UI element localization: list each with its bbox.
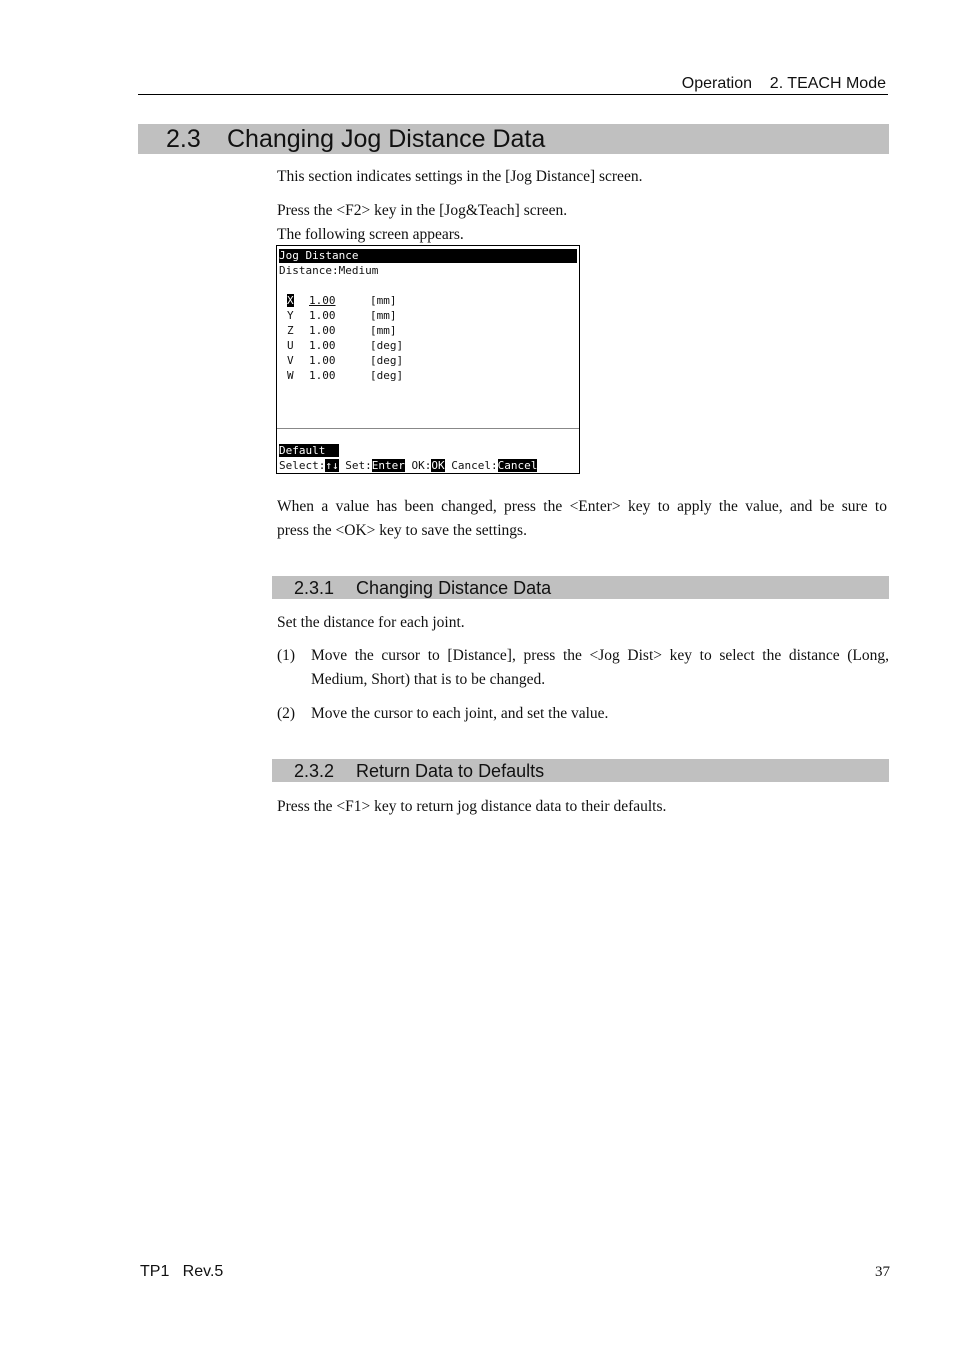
axis-w-value[interactable]: 1.00 bbox=[309, 369, 336, 382]
after-screen-line-1: When a value has been changed, press the <Enter> key to apply the value, and be sure to bbox=[277, 498, 887, 515]
axis-x-value[interactable]: 1.00 bbox=[309, 294, 336, 307]
axis-u-unit: [deg] bbox=[370, 339, 404, 352]
axis-z-label: Z bbox=[287, 324, 294, 337]
axis-v-value[interactable]: 1.00 bbox=[309, 354, 336, 367]
section-heading bbox=[138, 124, 889, 154]
key-guide bbox=[279, 459, 537, 473]
screen-title: Jog Distance bbox=[279, 249, 577, 263]
subsection-2-number: 2.3.2 bbox=[294, 761, 335, 781]
footer-doc-id: TP1 Rev.5 bbox=[140, 1263, 224, 1280]
ok-label: OK: bbox=[411, 459, 432, 472]
list-item-2-number: (2) bbox=[277, 705, 296, 722]
intro-paragraph: This section indicates settings in the [Jog Distance] screen. bbox=[277, 168, 643, 185]
subsection-1-intro: Set the distance for each joint. bbox=[277, 614, 465, 631]
axis-x-unit: [mm] bbox=[370, 294, 397, 307]
axis-u-value[interactable]: 1.00 bbox=[309, 339, 336, 352]
subsection-2-heading bbox=[272, 759, 889, 782]
axis-z-value[interactable]: 1.00 bbox=[309, 324, 336, 337]
subsection-2-text: Press the <F1> key to return jog distance data to their defaults. bbox=[277, 798, 667, 815]
jog-distance-screen bbox=[276, 245, 580, 474]
list-item-1-line-2: Medium, Short) that is to be changed. bbox=[311, 671, 546, 688]
select-label: Select: bbox=[279, 459, 326, 472]
select-key: ↑↓ bbox=[325, 459, 339, 472]
running-head bbox=[138, 74, 888, 95]
running-head-text: Operation 2. TEACH Mode bbox=[681, 75, 886, 92]
axis-w-unit: [deg] bbox=[370, 369, 404, 382]
axis-y-label: Y bbox=[287, 309, 294, 322]
axis-u-label: U bbox=[287, 339, 294, 352]
list-item-1-line-1: Move the cursor to [Distance], press the <Jog Dist> key to select the distance (Long, bbox=[311, 647, 889, 664]
axis-y-value[interactable]: 1.00 bbox=[309, 309, 336, 322]
distance-line: Distance:Medium bbox=[279, 264, 379, 277]
subsection-1-number: 2.3.1 bbox=[294, 578, 335, 598]
ok-key: OK bbox=[431, 459, 445, 472]
subsection-2-title: Return Data to Defaults bbox=[356, 761, 545, 781]
set-label: Set: bbox=[345, 459, 372, 472]
cancel-key: Cancel bbox=[497, 459, 538, 472]
list-item-2-line-1: Move the cursor to each joint, and set the value. bbox=[311, 705, 609, 722]
instruction-line-2: The following screen appears. bbox=[277, 226, 464, 243]
list-item-1-number: (1) bbox=[277, 647, 296, 664]
cancel-label: Cancel: bbox=[451, 459, 498, 472]
after-screen-line-2: press the <OK> key to save the settings. bbox=[277, 522, 527, 539]
axis-y-unit: [mm] bbox=[370, 309, 397, 322]
screen-divider bbox=[277, 428, 579, 429]
axis-v-label: V bbox=[287, 354, 294, 367]
axis-z-unit: [mm] bbox=[370, 324, 397, 337]
subsection-1-heading bbox=[272, 576, 889, 599]
axis-w-label: W bbox=[287, 369, 294, 382]
subsection-1-title: Changing Distance Data bbox=[356, 578, 552, 598]
instruction-line-1: Press the <F2> key in the [Jog&Teach] screen. bbox=[277, 202, 568, 219]
page-number: 37 bbox=[875, 1264, 890, 1280]
axis-x-label[interactable]: X bbox=[287, 294, 294, 307]
enter-key: Enter bbox=[371, 459, 405, 472]
axis-v-unit: [deg] bbox=[370, 354, 404, 367]
section-number: 2.3 bbox=[166, 125, 201, 153]
section-title: Changing Jog Distance Data bbox=[227, 125, 546, 153]
default-softkey[interactable]: Default bbox=[279, 444, 339, 458]
